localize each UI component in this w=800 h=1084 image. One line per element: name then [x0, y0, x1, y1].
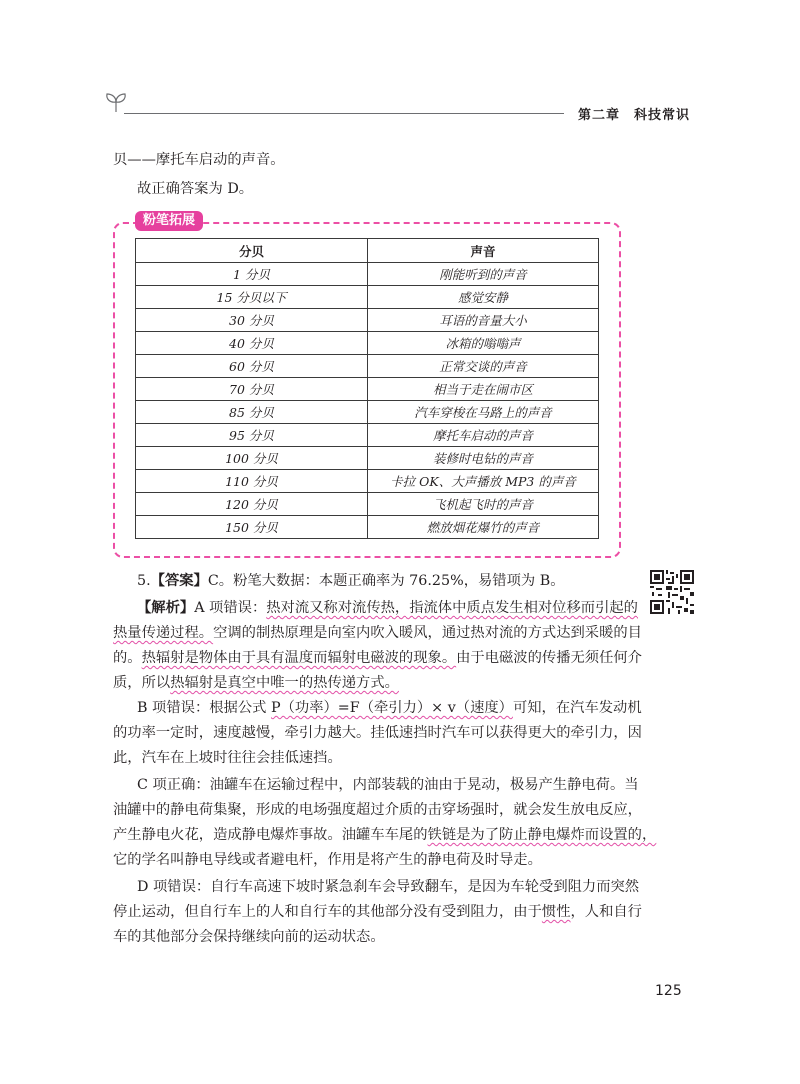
- intro-line-2: 故正确答案为 D。: [137, 181, 254, 197]
- body-text: 产生静电火花，造成静电爆炸事故。油罐车车尾的: [113, 827, 428, 843]
- sound-cell: 飞机起飞时的声音: [368, 493, 599, 516]
- table-row: [136, 263, 599, 286]
- body-text: B 项错误：根据公式: [137, 700, 271, 716]
- decibel-cell: 60 分贝: [136, 355, 368, 378]
- sound-cell: 汽车穿梭在马路上的声音: [368, 401, 599, 424]
- decibel-cell: 120 分贝: [136, 493, 368, 516]
- table-header-row: [136, 239, 599, 263]
- highlight-text: 热对流又称对流传热，指流体中质点发生相对位移而引起的: [266, 600, 638, 616]
- sound-cell: 相当于走在闹市区: [368, 378, 599, 401]
- header-sound: 声音: [368, 239, 599, 263]
- decibel-cell: 85 分贝: [136, 401, 368, 424]
- decibel-table: [135, 238, 599, 539]
- sprout-icon: [104, 92, 128, 114]
- sound-cell: 感觉安静: [368, 286, 599, 309]
- table-row: [136, 355, 599, 378]
- sound-cell: 装修时电钻的声音: [368, 447, 599, 470]
- option-c-line-3: [113, 825, 656, 845]
- highlight-text: 铁链是为了防止静电爆炸而设置的，: [427, 827, 657, 843]
- option-d-line-2: [113, 902, 642, 922]
- body-text: ，人和自行: [570, 904, 642, 920]
- decibel-cell: 1 分贝: [136, 263, 368, 286]
- sound-cell: 燃放烟花爆竹的声音: [368, 516, 599, 539]
- decibel-cell: 150 分贝: [136, 516, 368, 539]
- body-text: 由于电磁波的传播无须任何介: [456, 650, 642, 666]
- option-c-line-4: 它的学名叫静电导线或者避电杆，作用是将产生的静电荷及时导走。: [113, 852, 542, 868]
- table-row: [136, 378, 599, 401]
- option-d-line-1: D 项错误：自行车高速下坡时紧急刹车会导致翻车，是因为车轮受到阻力而突然: [137, 879, 640, 895]
- extension-tag: 粉笔拓展: [135, 211, 203, 231]
- sound-cell: 刚能听到的声音: [368, 263, 599, 286]
- qr-code-icon: [650, 570, 694, 614]
- option-b-line-2: 的功率一定时，速度越慢，牵引力越大。挂低速挡时汽车可以获得更大的牵引力，因: [113, 725, 642, 741]
- highlight-text: 惯性: [541, 904, 571, 920]
- table-row: [136, 424, 599, 447]
- body-text: 质，所以: [113, 675, 171, 691]
- answer-label: 【答案】: [150, 573, 208, 589]
- highlight-text: 热辐射是物体由于具有温度而辐射电磁波的现象。: [141, 650, 457, 666]
- header-rule: [124, 113, 564, 114]
- table-row: [136, 493, 599, 516]
- option-b-line-3: 此，汽车在上坡时往往会挂低速挡。: [113, 750, 342, 766]
- answer-text: C。粉笔大数据：本题正确率为 76.25%，易错项为 B。: [207, 573, 565, 589]
- table-row: [136, 401, 599, 424]
- header-decibel: 分贝: [136, 239, 368, 263]
- chapter-subject: 科技常识: [634, 108, 691, 123]
- option-b-line-1: [137, 698, 642, 718]
- sound-cell: 卡拉 OK、大声播放 MP3 的声音: [368, 470, 599, 493]
- analysis-label: 【解析】: [137, 600, 195, 616]
- body-text: 可知，在汽车发动机: [512, 700, 642, 716]
- answer-line: [137, 571, 565, 591]
- table-row: [136, 286, 599, 309]
- decibel-cell: 70 分贝: [136, 378, 368, 401]
- analysis-line-4: [113, 673, 399, 693]
- chapter-header: [578, 104, 690, 123]
- analysis-line-2: [113, 623, 642, 643]
- question-number: 5.: [137, 573, 151, 589]
- decibel-cell: 110 分贝: [136, 470, 368, 493]
- option-c-line-1: C 项正确：油罐车在运输过程中，内部装载的油由于晃动，极易产生静电荷。当: [137, 777, 639, 793]
- chapter-number: 第二章: [578, 108, 621, 123]
- highlight-text: 热辐射是真空中唯一的热传递方式。: [170, 675, 399, 691]
- table-row: [136, 516, 599, 539]
- decibel-cell: 30 分贝: [136, 309, 368, 332]
- analysis-line-3: [113, 648, 642, 668]
- option-c-line-2: 油罐中的静电荷集聚，形成的电场强度超过介质的击穿场强时，就会发生放电反应，: [113, 802, 642, 818]
- table-row: [136, 309, 599, 332]
- intro-line-1: 贝——摩托车启动的声音。: [113, 152, 285, 168]
- page-number: 125: [655, 983, 682, 999]
- table-row: [136, 447, 599, 470]
- table-row: [136, 332, 599, 355]
- sound-cell: 冰箱的嗡嗡声: [368, 332, 599, 355]
- body-text: 停止运动，但自行车上的人和自行车的其他部分没有受到阻力，由于: [113, 904, 542, 920]
- body-text: 空调的制热原理是向室内吹入暖风，通过热对流的方式达到采暖的目: [213, 625, 642, 641]
- decibel-cell: 40 分贝: [136, 332, 368, 355]
- decibel-cell: 15 分贝以下: [136, 286, 368, 309]
- sound-cell: 摩托车启动的声音: [368, 424, 599, 447]
- sound-cell: 正常交谈的声音: [368, 355, 599, 378]
- highlight-text: P（功率）=F（牵引力）× v（速度）: [270, 700, 513, 716]
- table-row: [136, 470, 599, 493]
- analysis-line-1: [137, 598, 638, 618]
- sound-cell: 耳语的音量大小: [368, 309, 599, 332]
- body-text: 的。: [113, 650, 142, 666]
- highlight-text: 热量传递过程。: [113, 625, 214, 641]
- decibel-cell: 100 分贝: [136, 447, 368, 470]
- decibel-cell: 95 分贝: [136, 424, 368, 447]
- option-d-line-3: 车的其他部分会保持继续向前的运动状态。: [113, 929, 385, 945]
- option-a-prefix: A 项错误：: [194, 600, 267, 616]
